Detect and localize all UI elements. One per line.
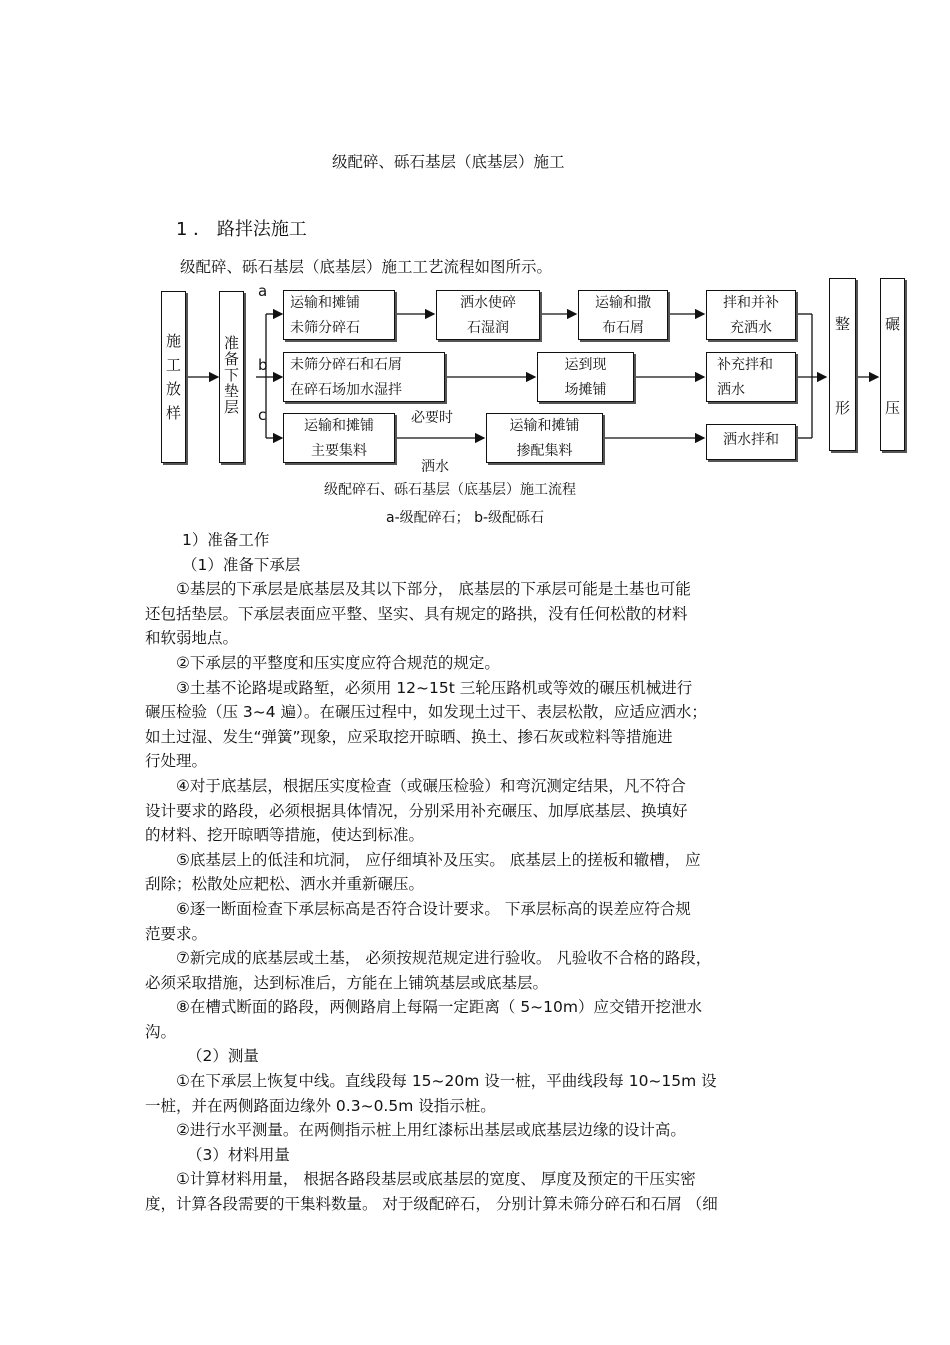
para-4-line-3: 的材料、挖开晾晒等措施，使达到标准。: [145, 826, 425, 845]
start-survey-box: 施 工 放 样: [161, 291, 186, 463]
flow-step-b1: 未筛分碎石和石屑 在碎石场加水湿拌: [283, 352, 445, 402]
para-3-line-1: ③土基不论路堤或路堑，必须用 12~15t 三轮压路机或等效的碾压机械进行: [176, 678, 693, 697]
para-4-line-2: 设计要求的路段，必须根据具体情况，分别采用补充碾压、加厚底基层、换填好: [145, 801, 688, 820]
flow-step-a4: 拌和并补 充洒水: [706, 290, 796, 340]
intro-text: 级配碎、砾石基层（底基层）施工工艺流程如图所示。: [180, 258, 553, 276]
prepare-sublayer-box: 准 备 下 垫 层: [219, 291, 244, 463]
para-5-line-2: 刮除；松散处应耙松、洒水并重新碾压。: [145, 875, 425, 894]
shaping-box: 整 形: [829, 278, 856, 451]
para-3-line-2: 碾压检验（压 3~4 遍）。在碾压过程中，如发现土过干、表层松散，应适应洒水；: [145, 703, 707, 722]
page-title: 级配碎、砾石基层（底基层）施工: [332, 153, 565, 171]
para-9-line-1: ①在下承层上恢复中线。直线段每 15~20m 设一桩，平曲线段每 10~15m 设: [176, 1072, 717, 1091]
flow-step-c1: 运输和摊铺 主要集料: [283, 413, 395, 463]
heading-material-usage: （3）材料用量: [187, 1145, 290, 1164]
para-2-line-1: ②下承层的平整度和压实度应符合规范的规定。: [176, 653, 500, 672]
flow-step-a3: 运输和撒 布石屑: [578, 290, 668, 340]
body-text: [145, 528, 810, 1217]
para-9-line-2: 一桩，并在两侧路面边缘外 0.3~0.5m 设指示桩。: [145, 1096, 496, 1115]
flow-caption: 级配碎石、砾石基层（底基层）施工流程: [324, 482, 576, 498]
para-3-line-4: 行处理。: [145, 752, 208, 771]
para-1-line-3: 和软弱地点。: [145, 629, 239, 648]
route-label-a: a: [258, 282, 268, 300]
note-if-needed: 必要时: [411, 410, 453, 426]
para-11-line-2: 度，计算各段需要的干集料数量。 对于级配碎石， 分别计算未筛分碎石和石屑 （细: [145, 1195, 718, 1214]
para-11-line-1: ①计算材料用量， 根据各路段基层或底基层的宽度、 厚度及预定的干压实密: [176, 1170, 696, 1189]
para-1-line-1: ①基层的下承层是底基层及其以下部分， 底基层的下承层可能是土基也可能: [176, 580, 691, 599]
flow-step-b2: 运到现 场摊铺: [537, 352, 634, 402]
note-sprinkle: 洒水: [421, 459, 449, 475]
para-4-line-1: ④对于底基层，根据压实度检查（或碾压检验）和弯沉测定结果，凡不符合: [176, 776, 686, 795]
para-8-line-2: 沟。: [145, 1022, 177, 1041]
para-6-line-2: 范要求。: [145, 924, 208, 943]
para-6-line-1: ⑥逐一断面检查下承层标高是否符合设计要求。 下承层标高的误差应符合规: [176, 899, 691, 918]
para-7-line-1: ⑦新完成的底基层或土基， 必须按规范规定进行验收。 凡验收不合格的路段，: [176, 949, 712, 968]
route-label-b: b: [258, 356, 268, 374]
para-3-line-3: 如土过湿、发生“弹簧”现象，应采取挖开晾晒、换土、掺石灰或粒料等措施进: [145, 727, 673, 746]
para-5-line-1: ⑤底基层上的低洼和坑洞， 应仔细填补及压实。 底基层上的搓板和辙槽， 应: [176, 850, 701, 869]
heading-preparation: 1）准备工作: [182, 531, 270, 549]
flow-connectors: [0, 0, 950, 540]
flow-step-c2: 运输和摊铺 掺配集料: [486, 413, 603, 463]
heading-prepare-sublayer: （1）准备下承层: [182, 555, 301, 574]
para-10-line-1: ②进行水平测量。在两侧指示桩上用红漆标出基层或底基层边缘的设计高。: [176, 1121, 686, 1140]
section-heading: 1 ． 路拌法施工: [176, 219, 307, 240]
flow-step-a2: 洒水使碎 石湿润: [436, 290, 540, 340]
route-label-c: c: [258, 406, 267, 424]
para-7-line-2: 必须采取措施，达到标准后，方能在上铺筑基层或底基层。: [145, 973, 549, 992]
para-8-line-1: ⑧在槽式断面的路段，两侧路肩上每隔一定距离（ 5~10m）应交错开挖泄水: [176, 998, 702, 1017]
flow-step-b3: 补充拌和 洒水: [706, 352, 796, 402]
flow-legend: a-级配碎石； b-级配砾石: [386, 510, 545, 526]
rolling-box: 碾 压: [880, 278, 905, 451]
para-1-line-2: 还包括垫层。下承层表面应平整、坚实、具有规定的路拱，没有任何松散的材料: [145, 604, 688, 623]
heading-survey: （2）测量: [187, 1047, 259, 1066]
flow-step-a1: 运输和摊铺 未筛分碎石: [283, 290, 395, 340]
flow-step-c3: 洒水拌和: [706, 424, 796, 460]
